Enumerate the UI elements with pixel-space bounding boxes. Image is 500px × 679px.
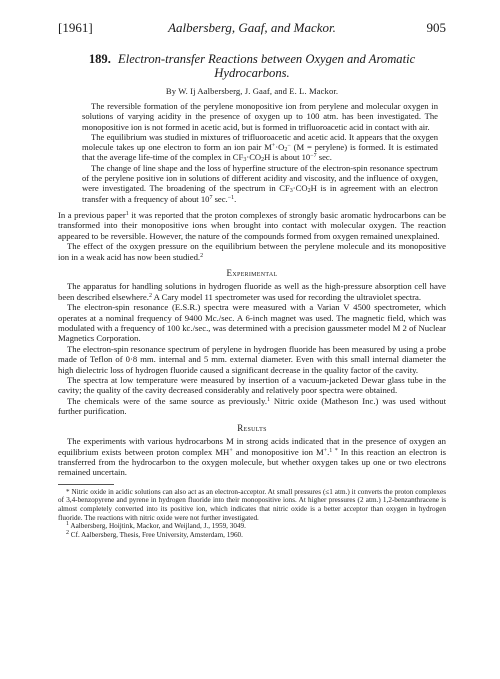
article-title [58, 52, 446, 80]
article-number: 189. [88, 52, 111, 66]
section-heading-results: Results [237, 422, 267, 433]
header-authors: Aalbersberg, Gaaf, and Mackor. [168, 20, 336, 35]
abstract [82, 101, 438, 204]
body-paragraph: The apparatus for handling solutions in hydrogen fluoride as well as the high-pressure absorption cell have been described elsewhere.$^2$ A Cary model 11 spectrometer was used for recording the ultraviolet spectra. [58, 281, 446, 302]
footnote-star: * Nitric oxide in acidic solutions can also act as an electron-acceptor. At small pressures (≤1 atm.) it converts the proton complexes of 3,4-benzopyrene and pyrene in hydrogen fluoride into their monopositive ions. At higher pressures (2 atm.) 1,2-benzanthracene is almost completely converted into its positive ion, which indicates that nitric oxide is a better acceptor than oxygen in hydrogen fluoride. The reactions with nitric oxide were not further investigated. [58, 487, 446, 522]
running-header [58, 20, 446, 38]
reference-2: $^2$ Cf. Aalbersberg, Thesis, Free University, Amsterdam, 1960. [66, 529, 243, 539]
footnotes [58, 488, 446, 540]
abstract-paragraph: The equilibrium was studied in mixtures of trifluoroacetic and acetic acid. It appears that the oxygen molecule takes up one electron to form an ion pair $M^+\cdot O_2^-$ (M = perylene) is formed. It is estimated that the average life-time of the complex in $CF_3\cdot CO_2H$ is about $10^{-7}$ sec. [82, 131, 438, 164]
body-paragraph: The effect of the oxygen pressure on the equilibrium between the perylene molecule and its monopositive ion in a weak acid has now been studied.$^2$ [58, 241, 446, 262]
page-number: 905 [426, 20, 446, 35]
reference-1: $^1$ Aalbersberg, Hoijtink, Mackor, and Weijland, J., 1959, 3049. [66, 521, 246, 531]
body-paragraph: The spectra at low temperature were measured by insertion of a vacuum-jacketed Dewar glass tube in the cavity; the quality of the cavity decreased considerably and relatively poor spectra were obtained. [58, 375, 446, 396]
abstract-paragraph: The change of line shape and the loss of hyperfine structure of the electron-spin resonance spectrum of the perylene positive ion in solutions of different acidity and viscosity, and the influence of oxygen, were investigated. The broadening of the spectrum in $CF_3\cdot CO_2H$ is in agreement with an electron transfer with a frequency of about $10^7$ sec.$^{-1}$. [82, 162, 438, 204]
header-year: [1961] [58, 20, 93, 35]
abstract-paragraph: The reversible formation of the perylene monopositive ion from perylene and molecular oxygen in solutions of varying acidity in the presence of oxygen up to 100 atm. has been investigated. The monopositive ion is not formed in acetic acid, but is formed in trifluoroacetic acid in contact with air. [82, 101, 438, 132]
journal-page [58, 20, 446, 539]
body-paragraph: The experiments with various hydrocarbons M in strong acids indicated that in the presence of oxygen an equilibrium exists between proton complex MH+ and monopositive ion M+.$^{1 *}$ In this reaction an electron is transferred from the hydrocarbon to the oxygen molecule, but whether oxygen takes up one or two electrons remained uncertain. [58, 436, 446, 478]
article-title-text: Electron-transfer Reactions between Oxygen and Aromatic Hydrocarbons. [118, 52, 416, 80]
footnote-divider [58, 484, 114, 485]
body-paragraph: The electron-spin resonance (E.S.R.) spectra were measured with a Varian V 4500 spectrometer, which operates at a nominal frequency of 9400 Mc./sec. A 6-inch magnet was used. The magnetic field, which was modulated with a frequency of 100 kc./sec., was determined with a precision gaussmeter model M 2 of Nuclear Magnetics Corporation. [58, 302, 446, 344]
body-paragraph: The chemicals were of the same source as previously.$^1$ Nitric oxide (Matheson Inc.) was used without further purification. [58, 395, 446, 417]
body-paragraph: In a previous paper$^1$ it was reported that the proton complexes of strongly basic aromatic hydrocarbons can be transformed into their monopositive ions when brought into contact with molecular oxygen. The reaction appeared to be reversible. However, the nature of the compounds formed from oxygen remained unexplained. [58, 209, 446, 241]
body-paragraph: The electron-spin resonance spectrum of perylene in hydrogen fluoride has been measured by using a probe made of Teflon of 0·8 mm. internal and 5 mm. external diameter. Even with this small internal diameter the high dielectric loss of hydrogen fluoride caused a significant decrease in the quality factor of the cavity. [58, 343, 446, 375]
section-heading-experimental: Experimental [226, 268, 278, 278]
byline: By W. Ij Aalbersberg, J. Gaaf, and E. L. Mackor. [165, 86, 339, 96]
article-body [58, 210, 446, 478]
